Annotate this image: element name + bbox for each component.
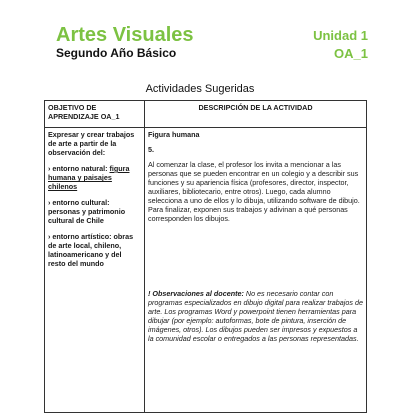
page-header — [56, 24, 368, 64]
spacer — [148, 229, 363, 289]
activities-table — [44, 100, 367, 413]
activity-number: 5. — [148, 145, 154, 154]
observations-label: ! Observaciones al docente: — [148, 289, 244, 298]
objective-item-natural — [48, 164, 141, 191]
table-header-row — [45, 101, 367, 128]
objective-intro: Expresar y crear trabajos de arte a partir de la observación del: — [48, 130, 135, 157]
teacher-observations — [148, 289, 363, 343]
page-title: Artes Visuales — [56, 24, 194, 46]
oa-label: OA_1 — [334, 46, 368, 61]
objective-item-natural-text: figura humana y paisajes chilenos — [48, 164, 130, 191]
activity-name: Figura humana — [148, 130, 200, 139]
objective-column-header: OBJETIVO DE APRENDIZAJE OA_1 — [45, 101, 145, 128]
unit-label: Unidad 1 — [313, 28, 368, 43]
description-column-header: DESCRIPCIÓN DE LA ACTIVIDAD — [145, 101, 367, 128]
objective-item-natural-prefix: › entorno natural: — [48, 164, 110, 173]
objective-item-artistic: › entorno artístico: obras de arte local, chileno, latinoamericano y del resto del mundo — [48, 232, 134, 268]
observations-text: No es necesario contar con programas especializados en dibujo digital para realizar trabajos de arte. Los programas Word y powerpoint tienen herramientas para dibujar (por ejemplo: autoformas, bote de pintura, inserción de imágenes, otros). Los dibujos pueden ser impresos y expuestos a la comunidad escolar o entregados a las personas representadas. — [148, 289, 363, 343]
objective-cell — [45, 128, 145, 413]
objective-item-cultural: › entorno cultural: personas y patrimonio cultural de Chile — [48, 198, 126, 225]
activity-description: Al comenzar la clase, el profesor los invita a mencionar a las personas que se pueden encontrar en un colegio y a describir sus funciones y su apariencia física (profesores, director, inspector, auxiliares, bibliotecario, entre otros). Luego, cada alumno selecciona a uno de ellos y lo dibuja, utilizando software de dibujo. Para finalizar, exponen sus trabajos y adivinan a qué personas corresponden los dibujos. — [148, 160, 360, 223]
page-subtitle: Segundo Año Básico — [56, 46, 177, 60]
section-title: Actividades Sugeridas — [145, 83, 255, 95]
table-row — [45, 128, 367, 413]
description-cell — [145, 128, 367, 413]
